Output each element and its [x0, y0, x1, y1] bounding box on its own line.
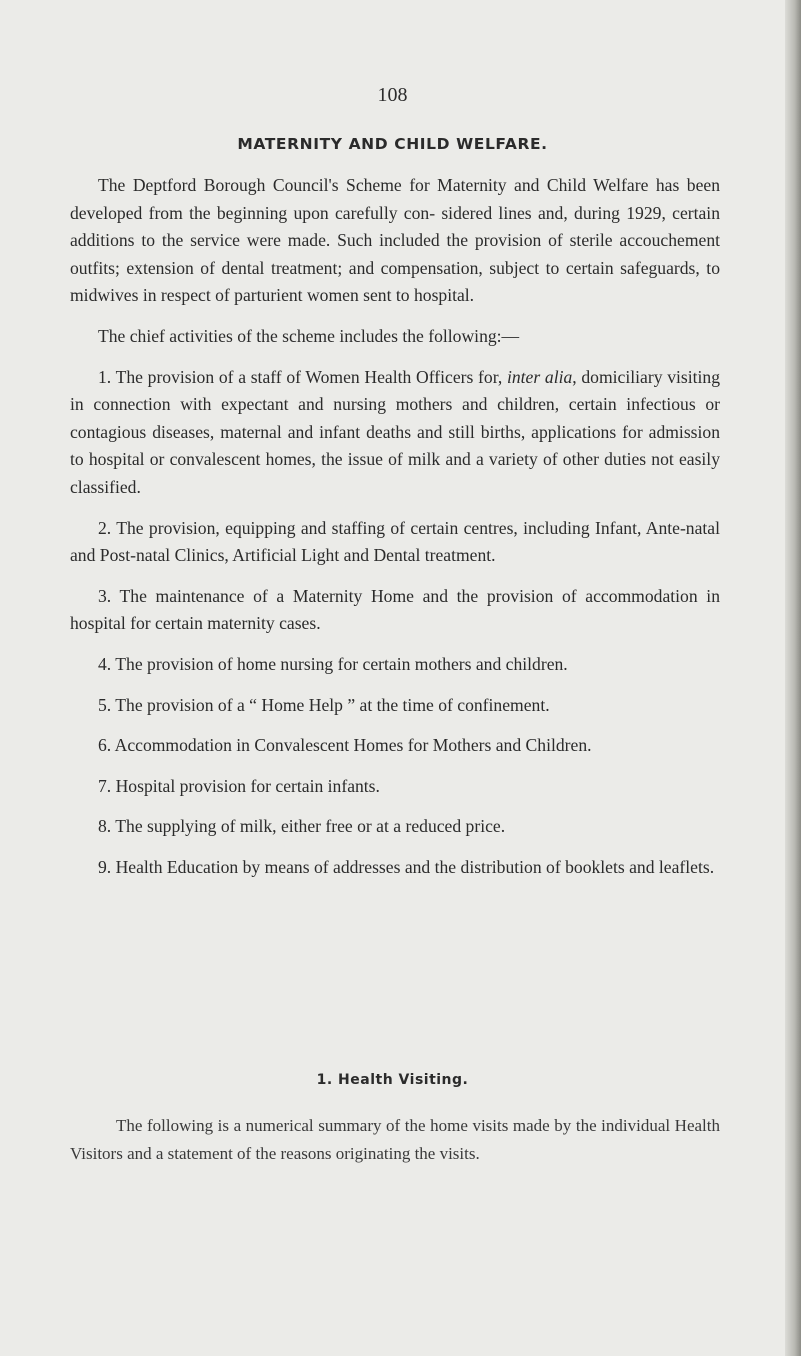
page-edge [785, 0, 801, 1356]
body-text [70, 172, 720, 894]
item-9: 9. Health Education by means of addresses and the distribution of booklets and leaflets. [98, 856, 715, 877]
item-8: 8. The supplying of milk, either free or at a reduced price. [98, 816, 506, 837]
page-title: MATERNITY AND CHILD WELFARE. [237, 135, 548, 153]
item-3: 3. The maintenance of a Maternity Home and the provision of accommodation in hospital for certain maternity cases. [70, 585, 720, 634]
item-6: 6. Accommodation in Convalescent Homes for Mothers and Children. [98, 735, 592, 756]
item-2: 2. The provision, equipping and staffing of certain centres, including Infant, Ante-natal and Post-natal Clinics, Artificial Light and Dental treatment. [70, 517, 720, 566]
section-paragraph: The following is a numerical summary of the home visits made by the individual Health Visitors and a statement of the reasons originating the visits. [70, 1116, 720, 1163]
item-1: 1. The provision of a staff of Women Health Officers for, inter alia, domiciliary visiting in connection with expectant and nursing mothers and children, certain infectious or contagious diseases, maternal and infant deaths and still births, applications for admission to hospital or convalescent homes, the issue of milk and a variety of other duties not easily classified. [70, 366, 720, 497]
item-7: 7. Hospital provision for certain infants. [98, 775, 380, 796]
section-text-block [70, 1112, 720, 1167]
intro-paragraph: The Deptford Borough Council's Scheme for Maternity and Child Welfare has been developed from the beginning upon carefully con- sidered lines and, during 1929, certain additions to the service were made. Such included the provision of sterile accouchement outfits; extension of dental treatment; and compensation, subject to certain safeguards, to midwives in respect of parturient women sent to hospital. [70, 175, 720, 306]
item-4: 4. The provision of home nursing for certain mothers and children. [98, 653, 568, 674]
page-number: 108 [377, 84, 408, 106]
activities-intro: The chief activities of the scheme includes the following:— [98, 325, 520, 346]
item-5: 5. The provision of a “ Home Help ” at the time of confinement. [98, 694, 550, 715]
section-heading: 1. Health Visiting. [316, 1072, 469, 1088]
